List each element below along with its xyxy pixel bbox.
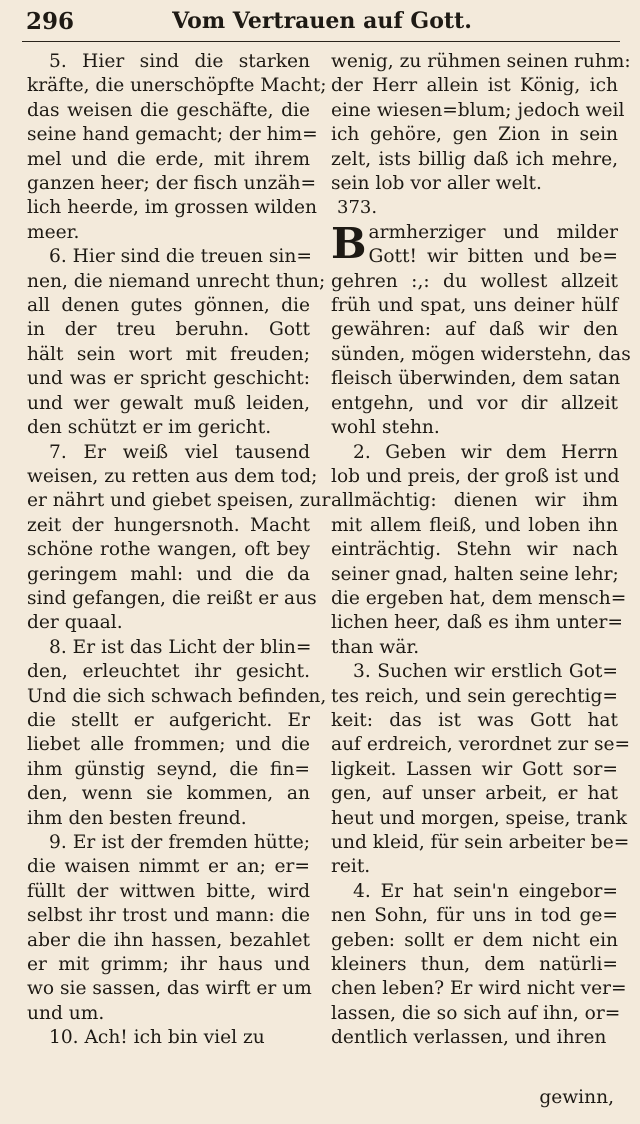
text-line: seiner gnad, halten seine lehr; (331, 563, 619, 585)
page-number: 296 (26, 8, 75, 35)
text-line: und kleid, für sein arbeiter be= (331, 832, 630, 853)
text-line: 6. Hier sind die treuen sin= (49, 246, 312, 268)
text-line: all denen gutes gönnen, die (27, 295, 310, 317)
text-line: dentlich verlassen, und ihren (331, 1027, 607, 1049)
text-line: zeit der hungersnoth. Macht (27, 514, 310, 536)
text-line: mel und die erde, mit ihrem (27, 148, 310, 170)
text-line: ich gehöre, gen Zion in sein (331, 124, 618, 146)
text-line: den, wenn sie kommen, an (27, 783, 310, 805)
text-line: heut und morgen, speise, trank (331, 807, 627, 829)
text-line: ihm den besten freund. (27, 807, 247, 829)
stanza (27, 245, 326, 440)
text-line: gen, auf unser arbeit, er hat (331, 783, 618, 805)
right-column (331, 50, 631, 1051)
text-line: nen, die niemand unrecht thun; (27, 270, 326, 292)
text-line: selbst ihr trost und mann: die (27, 905, 310, 927)
left-column (27, 50, 331, 1051)
text-line: den, erleuchtet ihr gesicht. (27, 661, 310, 683)
stanza (331, 880, 627, 1051)
text-line: than wär. (331, 636, 420, 658)
stanza-continuation (331, 50, 631, 196)
text-line: und was er spricht geschicht: (27, 368, 310, 390)
text-line: 2. Geben wir dem Herrn (353, 441, 618, 463)
text-line: geringem mahl: und die da (27, 563, 310, 585)
page-header (22, 6, 622, 40)
text-line: keit: das ist was Gott hat (331, 709, 618, 731)
text-line: lichen heer, daß es ihm unter= (331, 612, 623, 634)
text-line: den schützt er im gericht. (27, 417, 272, 439)
text-line: ihm günstig seynd, die fin= (27, 758, 310, 780)
text-line: armherziger und milder (368, 221, 618, 243)
text-line: 5. Hier sind die starken (49, 51, 310, 72)
text-line: Und die sich schwach befinden, (27, 685, 327, 707)
stanza (27, 1026, 310, 1050)
stanza (27, 831, 310, 1026)
text-line: kleiners thun, dem natürli= (331, 954, 618, 976)
text-line: er mit grimm; ihr haus und (27, 954, 310, 976)
text-line: geben: sollt er dem nicht ein (331, 929, 618, 951)
text-line: nen Sohn, für uns in tod ge= (331, 905, 618, 927)
text-line: lob und preis, der groß ist und (331, 465, 620, 487)
running-title: Vom Vertrauen auf Gott. (172, 8, 472, 34)
text-line: zelt, ists billig daß ich mehre, (331, 148, 618, 170)
text-line: auf erdreich, verordnet zur se= (331, 734, 631, 756)
text-line: und um. (27, 1002, 105, 1024)
text-line: wenig, zu rühmen seinen ruhm: (331, 51, 631, 72)
text-line: hält sein wort mit freuden; (27, 343, 310, 365)
text-line: weisen, zu retten aus dem tod; (27, 465, 318, 487)
text-line: er nährt und giebet speisen, zur (27, 490, 331, 512)
text-line: reit. (331, 856, 371, 878)
text-line: 7. Er weiß viel tausend (49, 441, 310, 463)
text-line: früh und spat, uns deiner hülf (331, 295, 618, 317)
text-line: ligkeit. Lassen wir Gott sor= (331, 758, 618, 780)
text-line: Gott! wir bitten und be= (368, 246, 618, 268)
text-line: chen leben? Er wird nicht ver= (331, 978, 627, 1000)
header-rule (22, 41, 620, 42)
text-line: 9. Er ist der fremden hütte; (49, 832, 310, 853)
text-line: wo sie sassen, das wirft er um (27, 978, 312, 1000)
text-line: eine wiesen=blum; jedoch weil (331, 99, 625, 121)
stanza (331, 660, 631, 880)
text-line: füllt der wittwen bitte, wird (27, 880, 310, 902)
stanza (27, 441, 331, 636)
text-line: fleisch überwinden, dem satan (331, 368, 621, 390)
text-line: gewähren: auf daß wir den (331, 319, 618, 341)
hymn-first-stanza (331, 218, 631, 441)
text-line: die waisen nimmt er an; er= (27, 856, 310, 878)
text-line: 3. Suchen wir erstlich Got= (353, 661, 618, 683)
text-line: schöne rothe wangen, oft bey (27, 539, 310, 561)
text-line: ganzen heer; der fisch unzäh= (27, 173, 317, 195)
hymn-number: 373. (337, 197, 378, 219)
text-line: meer. (27, 221, 80, 243)
text-line: mit allem fleiß, und loben ihn (331, 514, 618, 536)
stanza (27, 50, 327, 245)
text-line: die stellt er aufgericht. Er (27, 709, 310, 731)
text-line: 10. Ach! ich bin viel zu (49, 1027, 265, 1049)
text-line: sein lob vor aller welt. (331, 173, 542, 195)
text-line: entgehn, und vor dir allzeit (331, 392, 618, 414)
text-line: die ergeben hat, dem mensch= (331, 587, 627, 609)
text-line: lich heerde, im grossen wilden (27, 197, 317, 219)
text-line: der Herr allein ist König, ich (331, 75, 618, 97)
text-line: tes reich, und sein gerechtig= (331, 685, 618, 707)
text-line: gehren :,: du wollest allzeit (331, 270, 618, 292)
text-line: und wer gewalt muß leiden, (27, 392, 310, 414)
text-line: das weisen die geschäfte, die (27, 99, 310, 121)
first-stanza-lines (331, 218, 631, 441)
text-line: aber die ihn hassen, bezahlet (27, 929, 310, 951)
text-line: seine hand gemacht; der him= (27, 124, 318, 146)
text-line: in der treu beruhn. Gott (27, 319, 310, 341)
text-line: wohl stehn. (331, 417, 440, 439)
catchword: gewinn, (539, 1087, 614, 1108)
stanza (331, 441, 627, 661)
text-line: 4. Er hat sein'n eingebor= (353, 880, 618, 902)
text-line: der quaal. (27, 612, 123, 634)
text-line: sind gefangen, die reißt er aus (27, 587, 317, 609)
stanza (27, 636, 327, 831)
drop-initial: B (331, 218, 367, 268)
text-line: 8. Er ist das Licht der blin= (49, 636, 312, 658)
text-line: kräfte, die unerschöpfte Macht; (27, 75, 327, 97)
text-line: einträchtig. Stehn wir nach (331, 539, 618, 561)
text-line: allmächtig: dienen wir ihm (331, 490, 618, 512)
text-line: sünden, mögen widerstehn, das (331, 343, 631, 365)
text-line: liebet alle frommen; und die (27, 734, 310, 756)
right-stanzas (331, 441, 631, 1051)
text-line: lassen, die so sich auf ihn, or= (331, 1002, 621, 1024)
